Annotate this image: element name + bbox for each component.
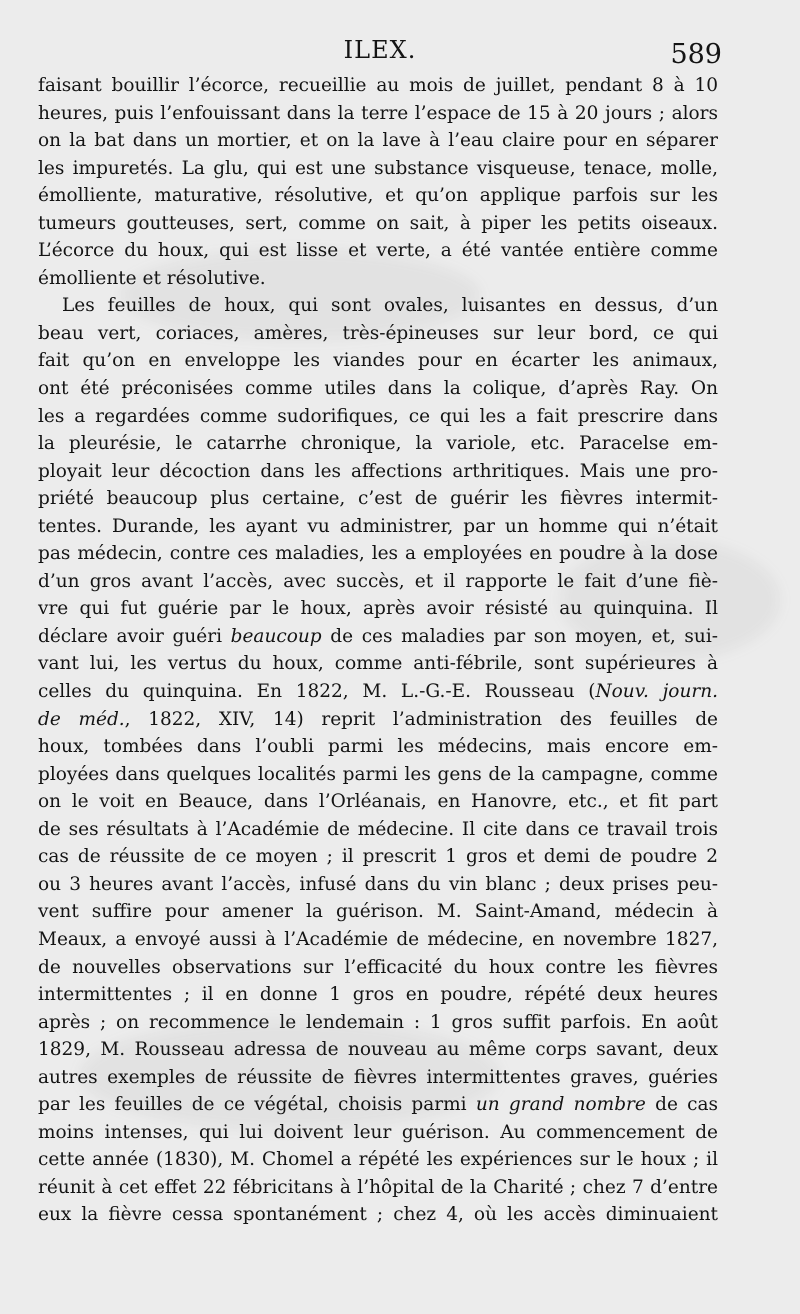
text-line: moins intenses, qui lui doivent leur guérison. Au commencement de: [38, 1121, 718, 1143]
text-run: , 1822, XIV, 14) reprit l’administration des feuilles de: [124, 708, 718, 730]
text-run: par les feuilles de ce végétal, choisis parmi: [38, 1094, 476, 1116]
text-line: tumeurs goutteuses, sert, comme on sait, à piper les petits oiseaux.: [38, 212, 718, 234]
text-run: déclare avoir guéri: [38, 625, 231, 647]
text-line: beau vert, coriaces, amères, très-épineuses sur leur bord, ce qui: [38, 322, 718, 344]
italic-text: de méd.: [38, 708, 125, 730]
text-line: Meaux, a envoyé aussi à l’Académie de médecine, en novembre 1827,: [38, 928, 718, 950]
text-line: faisant bouillir l’écorce, recueillie au mois de juillet, pendant 8 à 10: [38, 75, 718, 96]
text-line: pas médecin, contre ces maladies, les a employées en poudre à la dose: [38, 543, 718, 565]
italic-text: Nouv. journ.: [595, 681, 719, 703]
text-line: [38, 1091, 718, 1119]
text-line: intermittentes ; il en donne 1 gros en poudre, répété deux heures: [38, 984, 718, 1006]
text-run: celles du quinquina. En 1822, M. L.-G.-E. Rousseau (: [38, 681, 596, 703]
text-line: [38, 623, 718, 651]
text-line: L’écorce du houx, qui est lisse et verte, a été vantée entière comme: [38, 240, 718, 262]
italic-text: beaucoup: [230, 625, 322, 647]
text-line: cette année (1830), M. Chomel a répété les expériences sur le houx ; il: [38, 1149, 718, 1171]
text-line: d’un gros avant l’accès, avec succès, et il rapporte le fait d’une fiè-: [38, 570, 718, 592]
text-line: de ses résultats à l’Académie de médecine. Il cite dans ce travail trois: [38, 818, 718, 840]
text-line: émolliente et résolutive.: [38, 267, 266, 289]
text-line: les impuretés. La glu, qui est une substance visqueuse, tenace, molle,: [38, 157, 718, 179]
text-run: de ces maladies par son moyen, et, sui-: [321, 625, 718, 647]
text-run: de cas: [645, 1094, 719, 1116]
text-line: 1829, M. Rousseau adressa de nouveau au même corps savant, deux: [38, 1039, 718, 1061]
text-line: [38, 706, 718, 734]
text-line: après ; on recommence le lendemain : 1 gros suffit parfois. En août: [38, 1011, 718, 1033]
running-title: ILEX.: [343, 36, 417, 64]
text-line: on le voit en Beauce, dans l’Orléanais, en Hanovre, etc., et fit part: [38, 791, 718, 813]
text-line: on la bat dans un mortier, et on la lave à l’eau claire pour en séparer: [38, 130, 718, 152]
text-line: les a regardées comme sudorifiques, ce qui les a fait prescrire dans: [38, 405, 718, 427]
text-line: [38, 678, 718, 706]
text-line: la pleurésie, le catarrhe chronique, la variole, etc. Paracelse em-: [38, 433, 718, 455]
text-line: cas de réussite de ce moyen ; il prescrit 1 gros et demi de poudre 2: [38, 846, 718, 868]
text-line: vre qui fut guérie par le houx, après avoir résisté au quinquina. Il: [38, 598, 718, 620]
text-line: ou 3 heures avant l’accès, infusé dans du vin blanc ; deux prises peu-: [38, 873, 718, 895]
text-line: ployait leur décoction dans les affections arthritiques. Mais une pro-: [38, 460, 718, 482]
text-line: houx, tombées dans l’oubli parmi les médecins, mais encore em-: [38, 736, 718, 758]
text-line: ployées dans quelques localités parmi les gens de la campagne, comme: [38, 763, 718, 785]
text-line: Les feuilles de houx, qui sont ovales, luisantes en dessus, d’un: [62, 295, 718, 317]
text-line: priété beaucoup plus certaine, c’est de guérir les fièvres intermit-: [38, 488, 718, 510]
text-line: eux la fièvre cessa spontanément ; chez 4, où les accès diminuaient: [38, 1204, 718, 1226]
text-line: vent suffire pour amener la guérison. M. Saint-Amand, médecin à: [38, 901, 718, 923]
text-line: vant lui, les vertus du houx, comme anti-fébrile, sont supérieures à: [38, 653, 718, 675]
running-head: [40, 36, 720, 72]
text-line: autres exemples de réussite de fièvres intermittentes graves, guéries: [38, 1066, 718, 1088]
text-line: fait qu’on en enveloppe les viandes pour en écarter les animaux,: [38, 350, 718, 372]
text-line: de nouvelles observations sur l’efficacité du houx contre les fièvres: [38, 956, 718, 978]
body-text: [38, 72, 718, 1229]
text-line: réunit à cet effet 22 fébricitans à l’hôpital de la Charité ; chez 7 d’entre: [38, 1176, 718, 1198]
text-line: tentes. Durande, les ayant vu administrer, par un homme qui n’était: [38, 515, 718, 537]
italic-text: un grand nombre: [475, 1094, 646, 1116]
page-number: 589: [670, 39, 722, 70]
text-line: émolliente, maturative, résolutive, et qu’on applique parfois sur les: [38, 185, 718, 207]
text-line: ont été préconisées comme utiles dans la colique, d’après Ray. On: [38, 378, 718, 400]
text-line: heures, puis l’enfouissant dans la terre l’espace de 15 à 20 jours ; alors: [38, 102, 718, 124]
